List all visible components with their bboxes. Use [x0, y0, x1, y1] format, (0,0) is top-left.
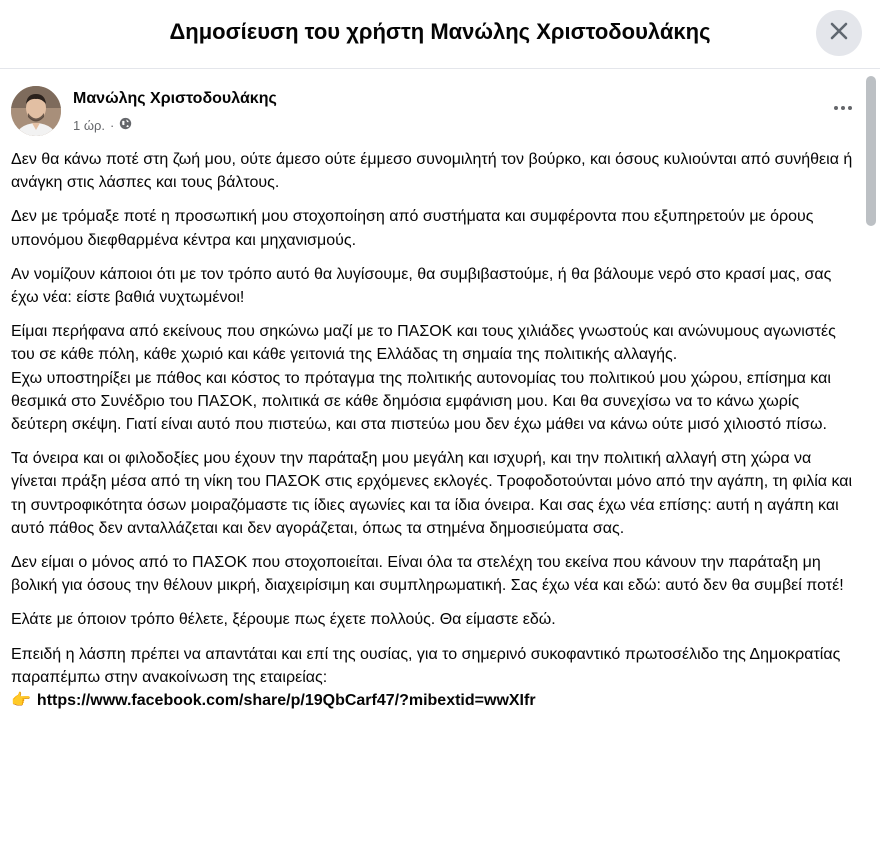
- more-options-icon: [834, 106, 838, 110]
- post-body: [11, 148, 859, 712]
- share-link[interactable]: https://www.facebook.com/share/p/19QbCarf47/?mibextid=wwXIfr: [36, 692, 536, 710]
- avatar[interactable]: [11, 86, 61, 136]
- globe-icon[interactable]: [119, 117, 132, 133]
- dialog-title: Δημοσίευση του χρήστη Μανώλης Χριστοδουλάκης: [169, 19, 711, 44]
- close-icon: [829, 21, 849, 46]
- more-options-icon-dot: [848, 106, 852, 110]
- post-paragraph-part: Επειδή η λάσπη πρέπει να απαντάται και επί της ουσίας, για το σημερινό συκοφαντικό πρωτοσέλιδο της Δημοκρατίας παραπέμπω στην ανακοίνωση της εταιρείας:: [11, 645, 841, 686]
- dialog-header: [0, 0, 880, 69]
- post-card: [0, 76, 862, 851]
- more-options-button[interactable]: [826, 96, 860, 120]
- author-name[interactable]: Μανώλης Χριστοδουλάκης: [73, 90, 277, 107]
- close-button[interactable]: [816, 10, 862, 56]
- post-paragraph: [11, 643, 859, 689]
- post-paragraph: [11, 320, 859, 436]
- post-paragraph: Αν νομίζουν κάποιοι ότι με τον τρόπο αυτό θα λυγίσουμε, θα συμβιβαστούμε, ή θα βάλουμε νερό στο κρασί μας, σας έχω νέα: είστε βαθιά νυχτωμένοι!: [11, 265, 832, 307]
- post-paragraph: Δεν με τρόμαξε ποτέ η προσωπική μου στοχοποίηση από συστήματα και συμφέροντα που εξυπηρετούν με όρους υπονόμου διεφθαρμένα κέντρα και μηχανισμούς.: [11, 208, 814, 249]
- pointing-hand-icon: 👉: [11, 692, 31, 710]
- post-time[interactable]: 1 ώρ.: [73, 117, 105, 133]
- link-line: [11, 689, 859, 712]
- post-paragraph: Δεν θα κάνω ποτέ στη ζωή μου, ούτε άμεσο ούτε έμμεσο συνομιλητή τον βούρκο, και όσους κυλιούνται από συνήθεια ή ανάγκη στις λάσπες και τους βάλτους.: [11, 151, 853, 192]
- post-paragraph: Ελάτε με όποιον τρόπο θέλετε, ξέρουμε πως έχετε πολλούς. Θα είμαστε εδώ.: [11, 611, 556, 629]
- post-paragraph: Δεν είμαι ο μόνος από το ΠΑΣΟΚ που στοχοποιείται. Είναι όλα τα στελέχη του εκείνα που κάνουν την παράταξη μη βολική για όσους την θέλουν μικρή, διαχειρίσιμη και συμπληρωματική. Σας έχω νέα και εδώ: αυτό δεν θα συμβεί ποτέ!: [11, 554, 844, 595]
- meta-separator: ·: [110, 117, 115, 133]
- more-options-icon-dot: [841, 106, 845, 110]
- profile-photo: [11, 86, 61, 136]
- scrollbar-thumb[interactable]: [866, 76, 876, 226]
- post-paragraph-part: Είμαι περήφανα από εκείνους που σηκώνω μαζί με το ΠΑΣΟΚ και τους χιλιάδες γνωστούς και ανώνυμους αγωνιστές του σε κάθε πόλη, κάθε χωριό και κάθε γειτονιά της Ελλάδας τη σημαία της πολιτικής αλλαγής.: [11, 323, 836, 364]
- post-paragraph: Τα όνειρα και οι φιλοδοξίες μου έχουν την παράταξη μου μεγάλη και ισχυρή, και την πολιτική αλλαγή στη χώρα να γίνεται πράξη μέσα από τη νίκη του ΠΑΣΟΚ στις ερχόμενες εκλογές. Τροφοδοτούνται μόνο από την αγάπη, τη φιλία και τη συντροφικότητα όσων μοιραζόμαστε τις ίδιες αγωνίες και τα ίδια όνειρα. Και σας έχω νέα επίσης: αυτή η αγάπη και αυτό πάθος δεν ανταλλάζεται και δεν αγοράζεται, όπως τα στημένα δημοσιεύματα σας.: [11, 450, 853, 537]
- post-paragraph-part: Εχω υποστηρίξει με πάθος και κόστος το πρόταγμα της πολιτικής αυτονομίας του πολιτικού μου χώρου, επίσημα και θεσμικά στο Συνέδριο του ΠΑΣΟΚ, πολιτικά σε κάθε δημόσια εμφάνιση μου. Και θα συνεχίσω να το κάνω χωρίς δεύτερη σκέψη. Γιατί είναι αυτό που πιστεύω, και στα πιστεύω μου δεν έχω μάθει να κάνω ούτε μισό χιλιοστό πίσω.: [11, 369, 831, 434]
- post-meta: [73, 117, 132, 133]
